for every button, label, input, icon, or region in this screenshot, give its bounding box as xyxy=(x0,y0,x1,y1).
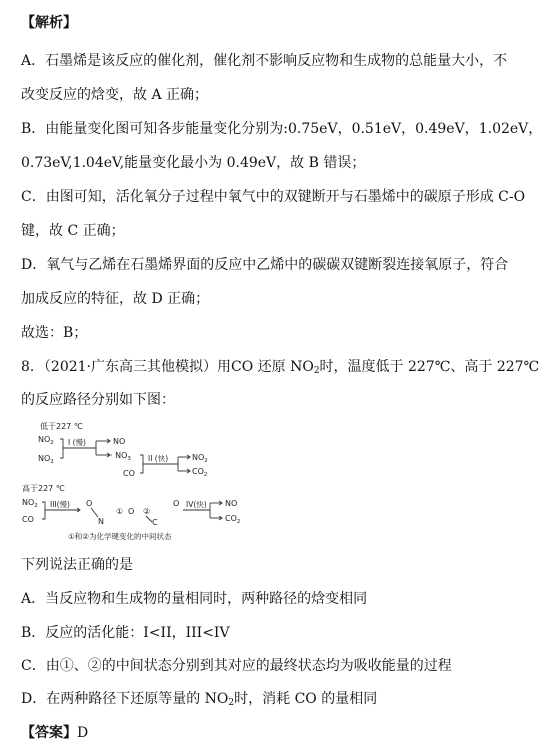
question-prompt: 下列说法正确的是 xyxy=(21,557,133,573)
option-b: B．反应的活化能：I<II，III<IV xyxy=(21,625,230,641)
step2-label: II (快) xyxy=(148,454,169,463)
answer-value: D xyxy=(77,725,89,741)
analysis-line-c1: C．由图可知，活化氧分子过程中氧气中的双键断开与石墨烯中的碳原子形成 C-O xyxy=(21,189,526,205)
analysis-heading: 【解析】 xyxy=(21,15,77,31)
step3-label: III(慢) xyxy=(50,500,70,509)
high-temp-label: 高于227 ℃ xyxy=(22,484,65,493)
reactant-no2-b: $NO_2$ xyxy=(38,454,54,465)
low-temp-label: 低于227 ℃ xyxy=(40,422,83,431)
analysis-conclusion: 故选：B； xyxy=(21,325,88,341)
intermediate-1: ① xyxy=(116,507,124,516)
bond-o-n xyxy=(91,508,98,517)
analysis-line-d2: 加成反应的特征，故 D 正确； xyxy=(21,291,210,307)
intermediate-o-mid: O xyxy=(128,507,135,516)
analysis-line-a1: A．石墨烯是该反应的催化剂，催化剂不影响反应物和生成物的总能量大小，不 xyxy=(21,53,508,69)
intermediate-c: C xyxy=(152,518,158,527)
diagram-caption: ①和②为化学键变化的中间状态 xyxy=(68,532,172,541)
bracket-2 xyxy=(140,455,143,473)
bracket-1 xyxy=(60,439,63,458)
product-no-high: NO xyxy=(225,499,238,508)
analysis-line-d1: D．氧气与乙烯在石墨烯界面的反应中乙烯中的碳碳双键断裂连接氧原子，符合 xyxy=(21,257,509,273)
option-c: C．由①、②的中间状态分别到其对应的最终状态均为吸收能量的过程 xyxy=(21,658,452,674)
analysis-line-b1: B．由能量变化图可知各步能量变化分别为:0.75eV，0.51eV，0.49eV，1.02eV， xyxy=(21,121,543,137)
intermediate-o-left: O xyxy=(86,499,93,508)
product-co2-high: $CO_2$ xyxy=(225,514,241,525)
reaction-path-diagram xyxy=(18,418,278,546)
option-d: D．在两种路径下还原等量的 $NO_2$时，消耗 CO 的量相同 xyxy=(21,691,378,708)
product-no-1: NO xyxy=(113,437,126,446)
intermediate-no3: · $NO_3$ xyxy=(110,451,131,462)
step4-label: IV(快) xyxy=(186,500,207,509)
question-stem-line2: 的反应路径分别如下图： xyxy=(21,392,175,408)
product-no2-low: $NO_2$ xyxy=(192,453,208,464)
question-stem-line1: 8．（2021·广东高三其他模拟）用CO 还原 $NO_2$时，温度低于 227℃、高于 227℃ xyxy=(21,359,540,376)
analysis-line-b2: 0.73eV,1.04eV,能量变化最小为 0.49eV，故 B 错误； xyxy=(21,155,366,171)
answer-label: 【答案】 xyxy=(21,725,77,741)
intermediate-2: ② xyxy=(143,507,151,516)
bracket-3 xyxy=(42,502,45,519)
intermediate-n: N xyxy=(98,517,104,526)
answer-line xyxy=(21,724,536,742)
reactant-co-1: CO xyxy=(123,469,135,478)
step1-label: I (慢) xyxy=(68,438,86,447)
intermediate-o-right: O xyxy=(173,499,180,508)
reactant-no2-c: $NO_2$ xyxy=(22,498,38,509)
analysis-line-a2: 改变反应的焓变，故 A 正确； xyxy=(21,87,209,103)
option-a: A．当反应物和生成物的量相同时，两种路径的焓变相同 xyxy=(21,591,368,607)
reactant-co-2: CO xyxy=(22,515,34,524)
analysis-line-c2: 键，故 C 正确； xyxy=(21,223,125,239)
reactant-no2-a: $NO_2$ xyxy=(38,435,54,446)
product-co2-low: $CO_2$ xyxy=(192,467,208,478)
